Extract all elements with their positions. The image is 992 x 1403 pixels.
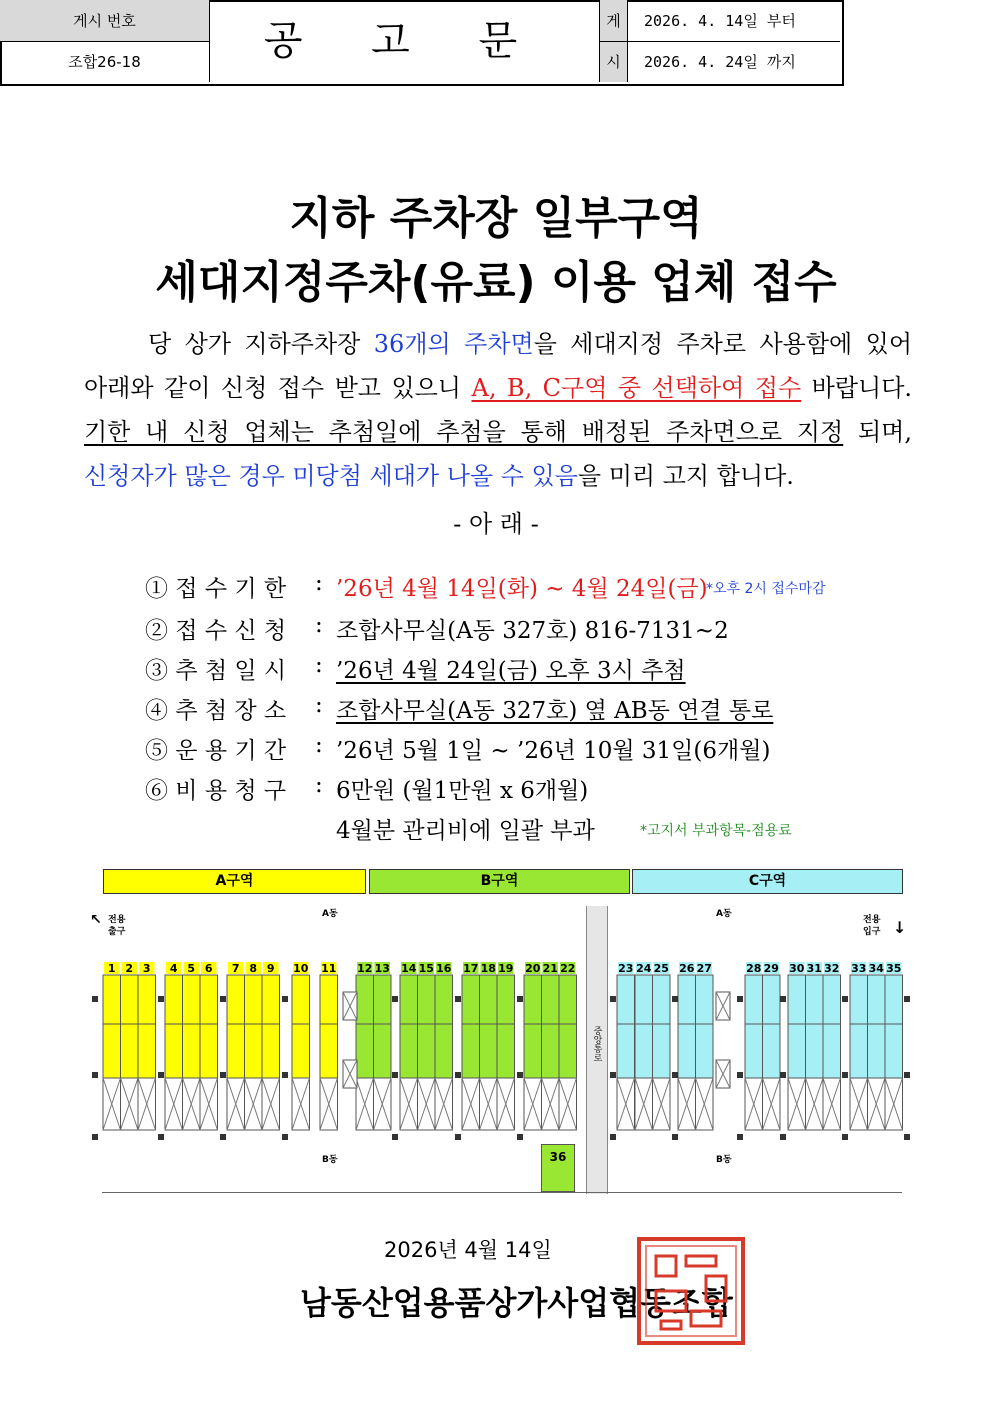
parking-spot-number: 18 <box>480 962 496 975</box>
parking-spot-number: 13 <box>374 962 390 975</box>
parking-spot-number: 7 <box>231 962 240 975</box>
item-3-colon: : <box>315 652 323 678</box>
entry-label: 전용 입구 <box>863 915 881 937</box>
item-4-value: 조합사무실(A동 327호) 옆 AB동 연결 통로 <box>336 698 774 724</box>
intro-highlight-warning: 신청자가 많은 경우 미당첨 세대가 나올 수 있음 <box>84 462 578 490</box>
parking-slot-upper <box>823 975 841 1024</box>
parking-slot-lower <box>320 1024 338 1078</box>
column-marker <box>220 1134 226 1140</box>
parking-slot-lower <box>763 1024 781 1078</box>
parking-spot-number: 27 <box>696 962 712 975</box>
parking-spot-number: 22 <box>560 962 576 975</box>
item-1-colon: : <box>315 570 323 596</box>
parking-slot-lower <box>696 1024 714 1078</box>
parking-slot-upper <box>850 975 868 1024</box>
exit-arrow-icon: ↖ <box>90 912 102 928</box>
parking-slot-upper <box>788 975 806 1024</box>
intro-text: 바랍니다. <box>801 374 913 402</box>
parking-slot-upper <box>245 975 263 1024</box>
period-to: 2026. 4. 24일 까지 <box>644 53 796 71</box>
parking-slot-lower <box>400 1024 418 1078</box>
parking-slot-lower <box>356 1024 374 1078</box>
parking-slot-upper <box>885 975 903 1024</box>
parking-spot-number: 3 <box>142 962 151 975</box>
parking-slot-lower <box>850 1024 868 1078</box>
parking-spot-number: 24 <box>636 962 652 975</box>
parking-slot-upper <box>435 975 453 1024</box>
parking-slot-lower <box>462 1024 480 1078</box>
parking-slot-upper <box>200 975 218 1024</box>
parking-spot-36: 36 <box>541 1144 575 1192</box>
intro-text: 을 세대지정 주차로 사용함에 있어 <box>533 330 913 358</box>
item-2-label: ② 접 수 신 청 <box>145 618 287 644</box>
b-dong-label-left: B동 <box>322 1155 338 1165</box>
zone-b-header: B구역 <box>369 869 630 894</box>
column-marker <box>92 1134 98 1140</box>
parking-slot-upper <box>121 975 139 1024</box>
parking-spot-number: 17 <box>463 962 479 975</box>
parking-spot-number: 23 <box>618 962 634 975</box>
below-marker: - 아 래 - <box>453 510 539 538</box>
parking-slot-lower <box>885 1024 903 1078</box>
column-marker <box>672 1134 678 1140</box>
parking-slot-lower <box>806 1024 824 1078</box>
parking-spot-number: 11 <box>321 962 337 975</box>
parking-spot-number: 31 <box>806 962 822 975</box>
column-marker <box>92 996 98 1002</box>
parking-slot-lower <box>245 1024 263 1078</box>
parking-slot-lower <box>292 1024 310 1078</box>
column-marker <box>517 996 523 1002</box>
parking-slot-upper <box>165 975 183 1024</box>
parking-spot-number: 15 <box>418 962 434 975</box>
column-marker <box>158 1134 164 1140</box>
parking-slot-lower <box>435 1024 453 1078</box>
column-marker <box>282 996 288 1002</box>
exit-label: 전용 출구 <box>108 915 126 937</box>
parking-slot-lower <box>542 1024 560 1078</box>
parking-slot-upper <box>524 975 542 1024</box>
parking-spot-number: 5 <box>187 962 196 975</box>
parking-slot-lower <box>635 1024 653 1078</box>
a-dong-label-right: A동 <box>716 909 732 919</box>
footer-org: 남동산업용품상가사업협동조합 <box>300 1284 733 1322</box>
intro-text: 아래와 같이 신청 접수 받고 있으니 <box>84 374 472 402</box>
parking-slot-upper <box>635 975 653 1024</box>
parking-slot-upper <box>745 975 763 1024</box>
parking-spot-number: 32 <box>824 962 840 975</box>
parking-slot-upper <box>868 975 886 1024</box>
parking-spot-number: 28 <box>746 962 762 975</box>
parking-slot-upper <box>292 975 310 1024</box>
column-marker <box>737 1072 743 1078</box>
parking-slot-lower <box>617 1024 635 1078</box>
parking-slot-lower <box>524 1024 542 1078</box>
parking-slot-upper <box>400 975 418 1024</box>
parking-slot-lower <box>480 1024 498 1078</box>
item-2-colon: : <box>315 612 323 638</box>
parking-slot-lower <box>165 1024 183 1078</box>
column-marker <box>737 996 743 1002</box>
parking-spot-number: 4 <box>169 962 178 975</box>
parking-slot-upper <box>763 975 781 1024</box>
parking-slot-lower <box>559 1024 577 1078</box>
parking-slot-lower <box>868 1024 886 1078</box>
column-marker <box>392 1072 398 1078</box>
notice-title: 공 고 문 <box>210 0 600 82</box>
column-marker <box>158 996 164 1002</box>
official-seal-icon <box>636 1236 746 1346</box>
parking-spot-number: 29 <box>763 962 779 975</box>
parking-slot-upper <box>418 975 436 1024</box>
column-marker <box>780 1072 786 1078</box>
entry-arrow-icon: ↓ <box>893 918 907 937</box>
parking-slot-upper <box>183 975 201 1024</box>
parking-slot-lower <box>183 1024 201 1078</box>
parking-spot-number: 19 <box>498 962 514 975</box>
post-number-label: 게시 번호 <box>0 0 210 42</box>
parking-slot-upper <box>262 975 280 1024</box>
parking-spot-number: 12 <box>357 962 373 975</box>
item-1-value: ’26년 4월 14일(화) ~ 4월 24일(금) <box>336 576 708 602</box>
parking-spot-number: 26 <box>679 962 695 975</box>
column-marker <box>392 996 398 1002</box>
parking-slot-upper <box>542 975 560 1024</box>
a-dong-label-left: A동 <box>322 909 338 919</box>
column-marker <box>842 1134 848 1140</box>
column-marker <box>904 996 910 1002</box>
center-aisle-label: 중앙통로 <box>591 1026 602 1062</box>
column-marker <box>904 1134 910 1140</box>
parking-slot-upper <box>103 975 121 1024</box>
item-4-colon: : <box>315 692 323 718</box>
parking-spot-number: 35 <box>886 962 902 975</box>
item-3-label: ③ 추 첨 일 시 <box>145 658 287 684</box>
item-3-value: ’26년 4월 24일(금) 오후 3시 추첨 <box>336 658 686 684</box>
parking-slot-lower <box>745 1024 763 1078</box>
item-6-colon: : <box>315 772 323 798</box>
item-2-value: 조합사무실(A동 327호) 816-7131~2 <box>336 618 729 644</box>
footer-date: 2026년 4월 14일 <box>384 1238 552 1262</box>
parking-spot-number: 2 <box>125 962 134 975</box>
parking-slot-upper <box>678 975 696 1024</box>
period-from: 2026. 4. 14일 부터 <box>628 0 840 42</box>
parking-spot-number: 20 <box>525 962 541 975</box>
column-marker <box>220 996 226 1002</box>
column-marker <box>455 1134 461 1140</box>
parking-spot-number: 33 <box>851 962 867 975</box>
item-4-label: ④ 추 첨 장 소 <box>145 698 287 724</box>
parking-spot-number: 34 <box>868 962 884 975</box>
parking-spot-number: 21 <box>542 962 558 975</box>
item-5-value: ’26년 5월 1일 ~ ’26년 10월 31일(6개월) <box>336 738 771 764</box>
parking-slot-lower <box>418 1024 436 1078</box>
period-label-bottom: 시 <box>600 42 628 82</box>
billing-text: 4월분 관리비에 일괄 부과 <box>336 818 595 844</box>
column-marker <box>220 1072 226 1078</box>
column-marker <box>904 1072 910 1078</box>
parking-spot-number: 8 <box>249 962 258 975</box>
parking-slot-lower <box>653 1024 671 1078</box>
column-marker <box>737 1134 743 1140</box>
column-marker <box>672 996 678 1002</box>
item-1-label: ① 접 수 기 한 <box>145 576 287 602</box>
column-marker <box>672 1072 678 1078</box>
column-marker <box>780 996 786 1002</box>
parking-slot-upper <box>356 975 374 1024</box>
column-marker <box>282 1072 288 1078</box>
parking-slot-upper <box>497 975 515 1024</box>
parking-slot-lower <box>262 1024 280 1078</box>
column-marker <box>780 1134 786 1140</box>
item-5-label: ⑤ 운 용 기 간 <box>145 738 287 764</box>
parking-slot-lower <box>121 1024 139 1078</box>
parking-slot-upper <box>653 975 671 1024</box>
parking-spot-number: 14 <box>401 962 417 975</box>
parking-slot-upper <box>480 975 498 1024</box>
parking-slot-upper <box>559 975 577 1024</box>
parking-slot-lower <box>497 1024 515 1078</box>
intro-text: 을 미리 고지 합니다. <box>577 462 794 490</box>
column-marker <box>610 996 616 1002</box>
intro-highlight-spaces: 36개의 주차면 <box>373 330 534 358</box>
column-marker <box>610 1134 616 1140</box>
column-marker <box>282 1134 288 1140</box>
period-label-top: 게 <box>600 0 628 42</box>
parking-spot-number: 9 <box>266 962 275 975</box>
b-dong-label-right: B동 <box>716 1155 732 1165</box>
parking-slot-lower <box>103 1024 121 1078</box>
parking-slot-upper <box>696 975 714 1024</box>
parking-slot-lower <box>823 1024 841 1078</box>
intro-underlined: 기한 내 신청 업체는 추첨일에 추첨을 통해 배정된 주차면으로 지정 <box>84 418 844 446</box>
parking-spot-number: 1 <box>107 962 116 975</box>
column-marker <box>517 1134 523 1140</box>
parking-slot-upper <box>227 975 245 1024</box>
column-marker <box>842 1072 848 1078</box>
parking-slot-upper <box>320 975 338 1024</box>
intro-text: 당 상가 지하주차장 <box>148 330 374 358</box>
intro-highlight-zones: A, B, C구역 중 선택하여 접수 <box>471 374 802 402</box>
parking-slot-upper <box>374 975 392 1024</box>
item-6-value: 6만원 (월1만원 x 6개월) <box>336 778 589 804</box>
parking-spot-number: 10 <box>293 962 309 975</box>
billing-note: *고지서 부과항목-점용료 <box>640 823 792 839</box>
parking-spot-number: 30 <box>789 962 805 975</box>
intro-text: 되며, <box>843 418 912 446</box>
zone-c-header: C구역 <box>632 869 903 894</box>
column-marker <box>517 1072 523 1078</box>
item-5-colon: : <box>315 732 323 758</box>
item-6-label: ⑥ 비 용 청 구 <box>145 778 287 804</box>
parking-slot-upper <box>138 975 156 1024</box>
heading-line-1: 지하 주차장 일부구역 <box>289 193 703 244</box>
parking-spot-number: 25 <box>653 962 669 975</box>
item-1-note: *오후 2시 접수마감 <box>706 581 826 597</box>
column-marker <box>455 996 461 1002</box>
zone-a-header: A구역 <box>103 869 366 894</box>
column-marker <box>158 1072 164 1078</box>
parking-slot-lower <box>678 1024 696 1078</box>
parking-slot-lower <box>227 1024 245 1078</box>
parking-slot-upper <box>806 975 824 1024</box>
parking-spot-number: 6 <box>204 962 213 975</box>
column-marker <box>610 1072 616 1078</box>
heading-line-2: 세대지정주차(유료) 이용 업체 접수 <box>155 257 837 308</box>
post-number: 조합26-18 <box>0 42 210 82</box>
column-marker <box>392 1134 398 1140</box>
column-marker <box>455 1072 461 1078</box>
column-marker <box>842 996 848 1002</box>
parking-slot-lower <box>138 1024 156 1078</box>
parking-slot-upper <box>462 975 480 1024</box>
parking-slot-lower <box>788 1024 806 1078</box>
parking-slot-lower <box>200 1024 218 1078</box>
parking-slot-upper <box>617 975 635 1024</box>
column-marker <box>92 1072 98 1078</box>
parking-slot-lower <box>374 1024 392 1078</box>
parking-spot-number: 16 <box>436 962 452 975</box>
